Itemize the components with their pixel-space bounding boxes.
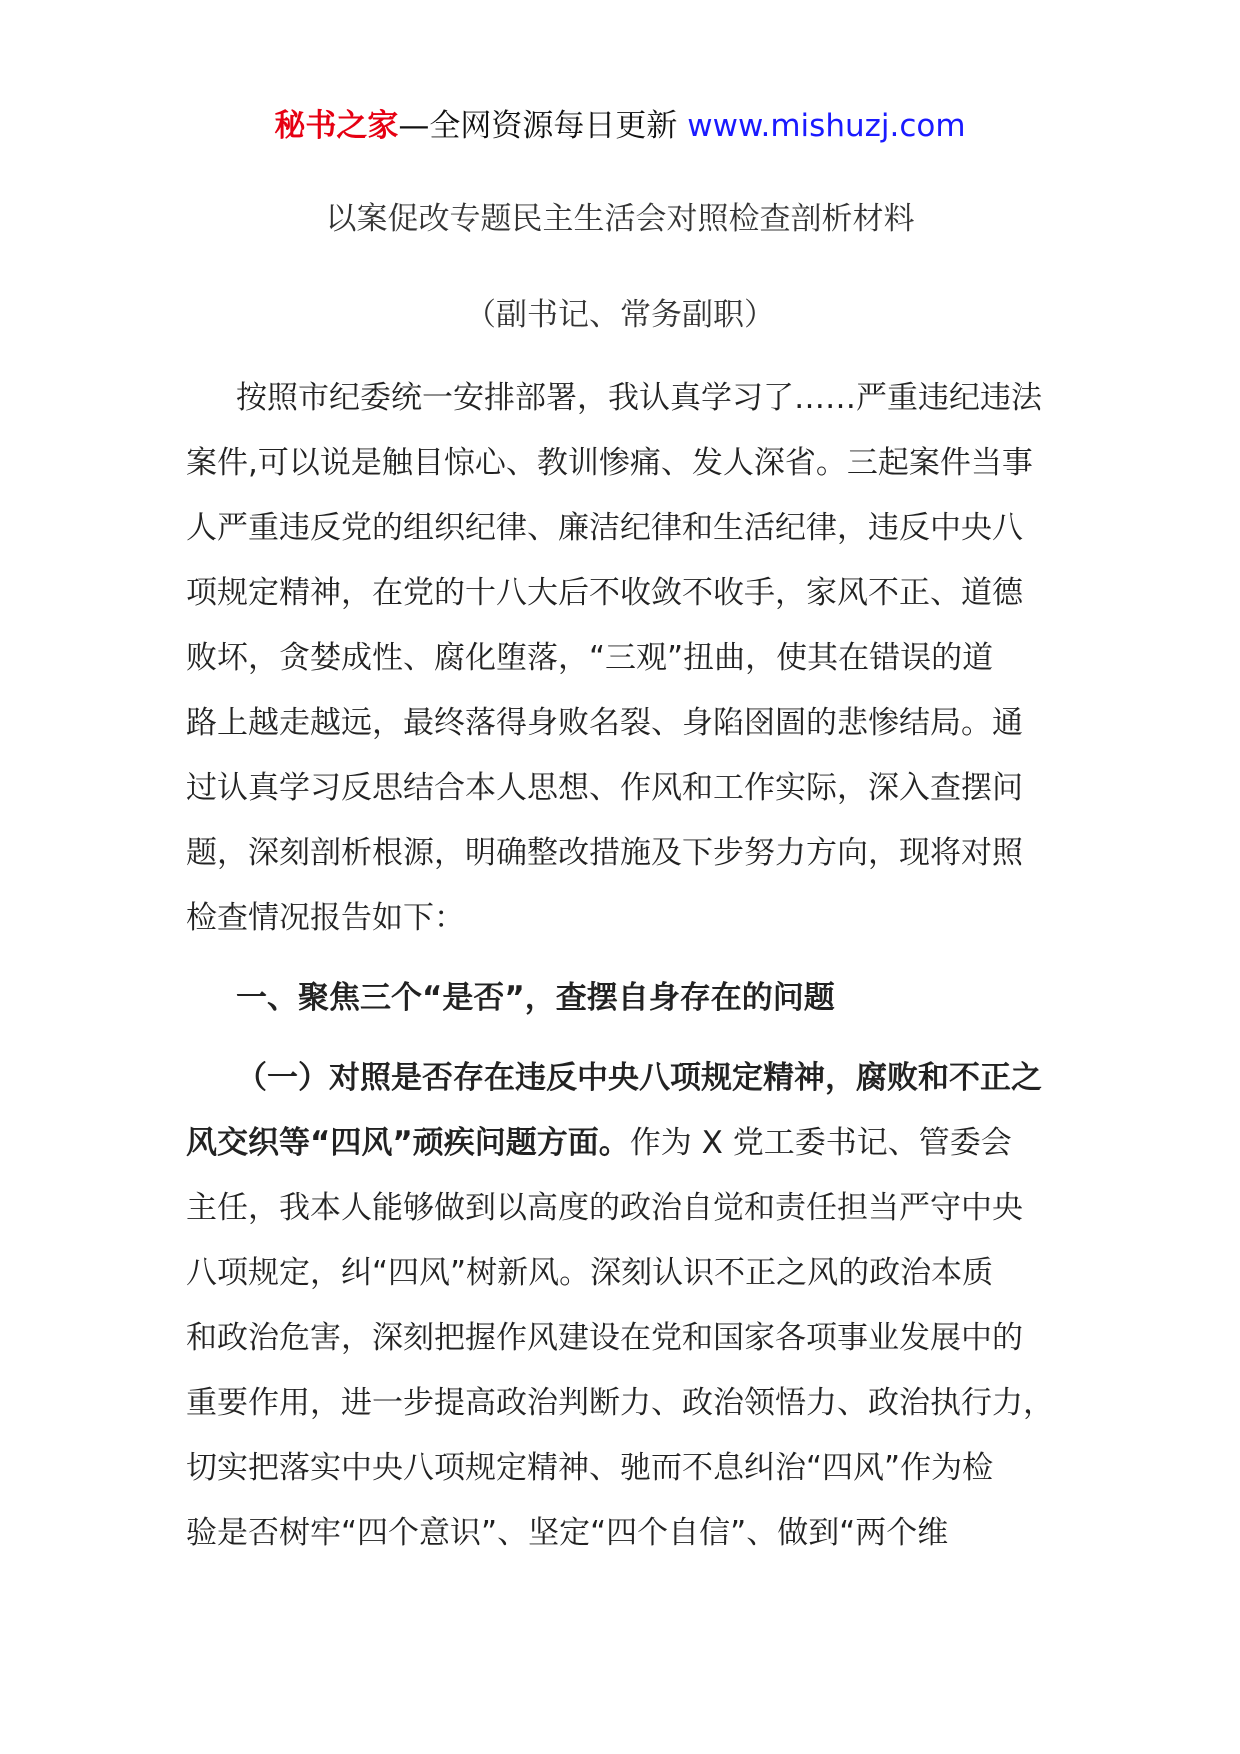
- subheading-line: （一）对照是否存在违反中央八项规定精神，腐败和不正之: [236, 1060, 1042, 1096]
- text-line: 人严重违反党的组织纪律、廉洁纪律和生活纪律，违反中央八: [186, 510, 1023, 546]
- site-url-link[interactable]: www.mishuzj.com: [687, 108, 966, 144]
- section-heading-text: 一、聚焦三个“是否”，查摆自身存在的问题: [236, 980, 835, 1016]
- text-line: 项规定精神，在党的十八大后不收敛不收手，家风不正、道德: [186, 575, 1023, 611]
- text-line: 八项规定，纠“四风”树新风。深刻认识不正之风的政治本质: [186, 1255, 994, 1291]
- paragraph-section-1-1: [186, 1046, 1066, 1566]
- site-header: [0, 103, 1240, 149]
- paragraph-intro: [186, 366, 1066, 951]
- document-title: 以案促改专题民主生活会对照检查剖析材料: [325, 201, 915, 237]
- text-line: 检查情况报告如下：: [186, 900, 465, 936]
- text-line: 验是否树牢“四个意识”、坚定“四个自信”、做到“两个维: [186, 1515, 949, 1551]
- text-line: [186, 1111, 1066, 1176]
- text-run: 作为 X 党工委书记、管委会: [629, 1125, 1012, 1161]
- text-line: 过认真学习反思结合本人思想、作风和工作实际，深入查摆问: [186, 770, 1023, 806]
- text-line: 题，深刻剖析根源，明确整改措施及下步努力方向，现将对照: [186, 835, 1023, 871]
- text-line: 主任，我本人能够做到以高度的政治自觉和责任担当严守中央: [186, 1190, 1023, 1226]
- text-line: 败坏，贪婪成性、腐化堕落，“三观”扭曲，使其在错误的道: [186, 640, 994, 676]
- brand-name: 秘书之家: [274, 108, 399, 144]
- text-line: 和政治危害，深刻把握作风建设在党和国家各项事业发展中的: [186, 1320, 1023, 1356]
- header-slogan: —全网资源每日更新: [398, 108, 688, 144]
- section-heading-1: [186, 966, 1066, 1031]
- text-line: 路上越走越远，最终落得身败名裂、身陷囹圄的悲惨结局。通: [186, 705, 1023, 741]
- text-line: 案件,可以说是触目惊心、教训惨痛、发人深省。三起案件当事: [186, 445, 1033, 481]
- text-line: 切实把落实中央八项规定精神、驰而不息纠治“四风”作为检: [186, 1450, 994, 1486]
- subheading-line-end: 风交织等“四风”顽疾问题方面。: [186, 1125, 630, 1161]
- text-line: 重要作用，进一步提高政治判断力、政治领悟力、政治执行力，: [186, 1385, 1054, 1421]
- text-line: 按照市纪委统一安排部署，我认真学习了……严重违纪违法: [236, 380, 1042, 416]
- document-subtitle: （副书记、常务副职）: [465, 297, 775, 333]
